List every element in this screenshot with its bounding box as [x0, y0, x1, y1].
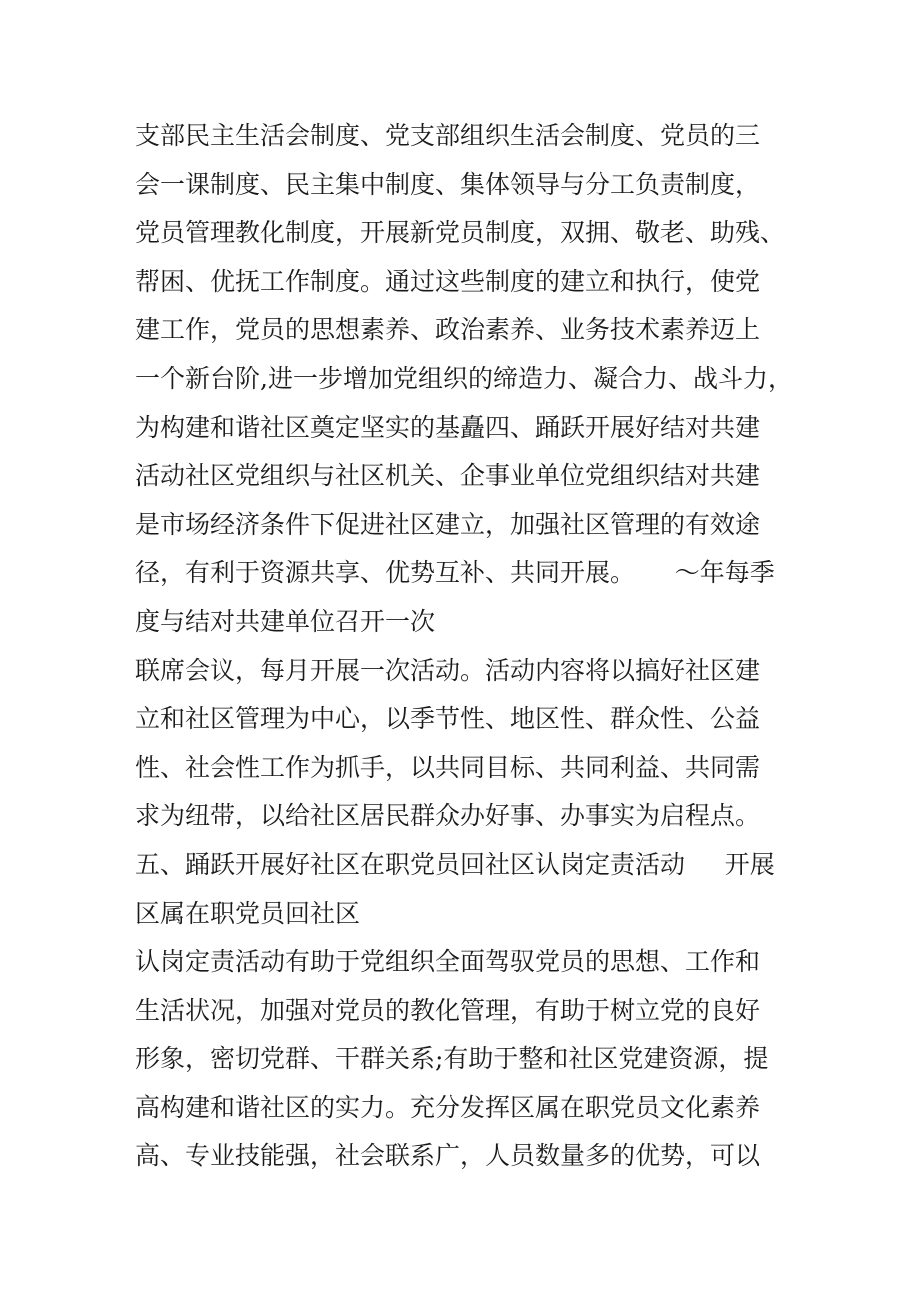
text-line: 求为纽带，以给社区居民群众办好事、办事实为启程点。 [135, 801, 761, 831]
text-line: 高构建和谐社区的实力。充分发挥区属在职党员文化素养 [135, 1092, 761, 1122]
text-line: 高、专业技能强，社会联系广，人员数量多的优势，可以 [135, 1141, 761, 1171]
text-line: 一个新台阶,进一步增加党组织的缔造力、凝合力、战斗力， [135, 363, 793, 393]
text-line: 径，有利于资源共享、优势互补、共同开展。 ～年每季 [135, 558, 775, 588]
text-line: 支部民主生活会制度、党支部组织生活会制度、党员的三 [135, 121, 761, 150]
text-line: 建工作，党员的思想素养、政治素养、业务技术素养迈上 [135, 315, 761, 345]
text-line: 五、踊跃开展好社区在职党员回社区认岗定责活动 开展 [135, 849, 775, 879]
text-line: 生活状况，加强对党员的教化管理，有助于树立党的良好 [135, 995, 761, 1025]
text-line: 联席会议，每月开展一次活动。活动内容将以搞好社区建 [135, 655, 761, 685]
text-line: 活动社区党组织与社区机关、企事业单位党组织结对共建 [135, 461, 761, 491]
text-line: 形象，密切党群、干群关系;有助于整和社区党建资源，提 [135, 1044, 769, 1074]
text-line: 是市场经济条件下促进社区建立，加强社区管理的有效途 [135, 509, 761, 539]
text-line: 帮困、优抚工作制度。通过这些制度的建立和执行，使党 [135, 266, 761, 296]
text-line: 会一课制度、民主集中制度、集体领导与分工负责制度， [135, 169, 761, 199]
text-line: 性、社会性工作为抓手，以共同目标、共同利益、共同需 [135, 752, 761, 782]
text-line: 区属在职党员回社区 [135, 898, 361, 928]
text-line: 度与结对共建单位召开一次 [135, 606, 436, 636]
text-line: 认岗定责活动有助于党组织全面驾驭党员的思想、工作和 [135, 947, 761, 977]
text-line: 为构建和谐社区奠定坚实的基矗四、踊跃开展好结对共建 [135, 412, 761, 442]
text-line: 立和社区管理为中心，以季节性、地区性、群众性、公益 [135, 704, 761, 734]
text-line: 党员管理教化制度，开展新党员制度，双拥、敬老、助残、 [135, 218, 786, 248]
body-text [135, 112, 835, 1181]
